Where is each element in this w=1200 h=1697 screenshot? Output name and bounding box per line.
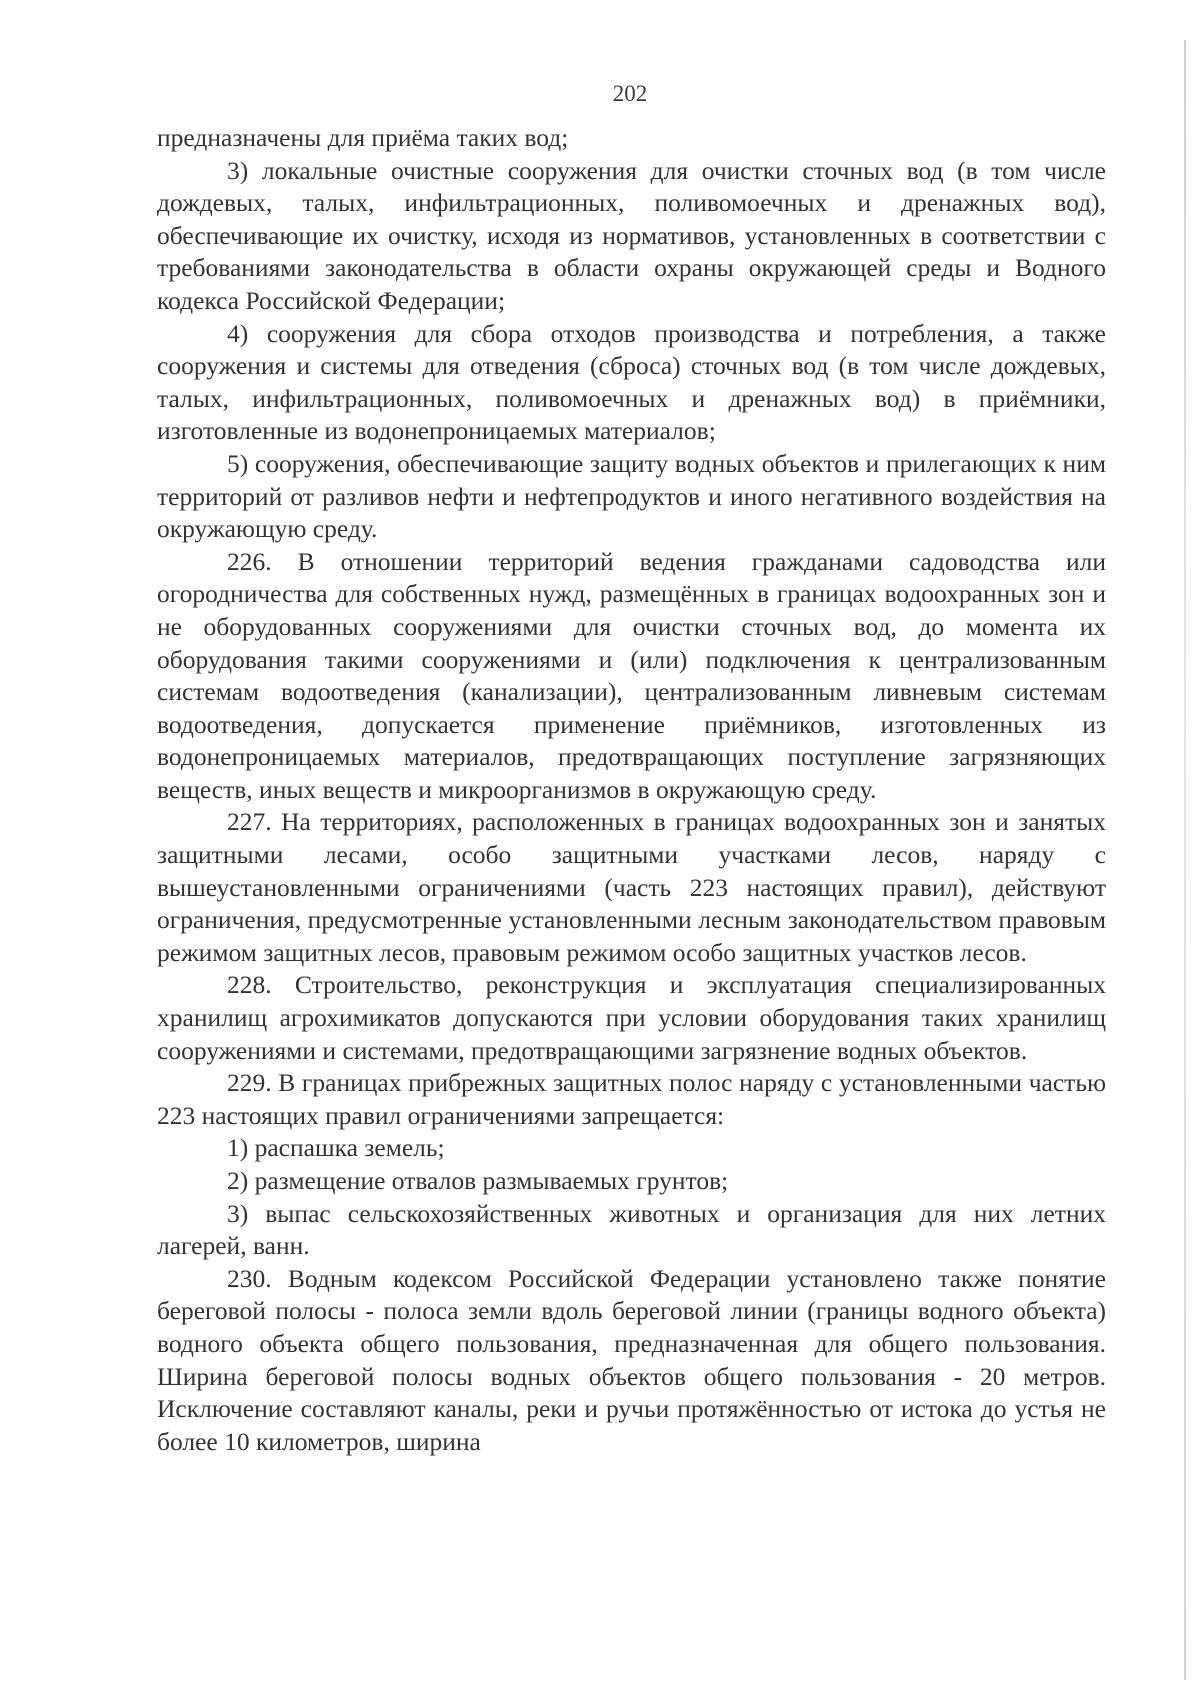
paragraph-continuation: предназначены для приёма таких вод; [157, 123, 569, 152]
list-item-2-dumps: 2) размещение отвалов размываемых грунтов; [227, 1166, 729, 1195]
list-item-3-local-treatment: 3) локальные очистные сооружения для очистки сточных вод (в том числе дождевых, талых, инфильтрационных, поливомоечных и дренажных вод), обеспечивающие их очистку, исходя из нормативов, установленных в соответствии с требованиями законодательства в области охраны окружающей среды и Водного кодекса Российской Федерации; [157, 155, 1106, 315]
list-item-4-waste-collection: 4) сооружения для сбора отходов производства и потребления, а также сооружения и системы для отведения (сброса) сточных вод (в том числе дождевых, талых, инфильтрационных, поливомоечных и дренажных вод) в приёмники, изготовленные из водонепроницаемых материалов; [157, 318, 1106, 446]
clause-227: 227. На территориях, расположенных в границах водоохранных зон и занятых защитными лесами, особо защитными участками лесов, наряду с вышеустановленными ограничениями (часть 223 настоящих правил), действуют ограничения, предусмотренные установленными лесным законодательством правовым режимом защитных лесов, правовым режимом особо защитных участков лесов. [157, 807, 1106, 967]
page-number: 202 [612, 81, 648, 106]
document-body [157, 122, 1106, 1458]
clause-226: 226. В отношении территорий ведения гражданами садоводства или огородничества для собственных нужд, размещённых в границах водоохранных зон и не оборудованных сооружениями для очистки сточных вод, до момента их оборудования такими сооружениями и (или) подключения к централизованным системам водоотведения (канализации), централизованным ливневым системам водоотведения, допускается применение приёмников, изготовленных из водонепроницаемых материалов, предотвращающих поступление загрязняющих веществ, иных веществ и микроорганизмов в окружающую среду. [157, 546, 1106, 804]
clause-230: 230. Водным кодексом Российской Федерации установлено также понятие береговой полосы - полоса земли вдоль береговой линии (границы водного объекта) водного объекта общего пользования, предназначенная для общего пользования. Ширина береговой полосы водных объектов общего пользования - 20 метров. Исключение составляют каналы, реки и ручьи протяжённостью от истока до устья не более 10 километров, ширина [157, 1263, 1106, 1456]
clause-228: 228. Строительство, реконструкция и эксплуатация специализированных хранилищ агрохимикатов допускаются при условии оборудования таких хранилищ сооружениями и системами, предотвращающими загрязнение водных объектов. [157, 970, 1106, 1065]
list-item-1-ploughing: 1) распашка земель; [227, 1133, 445, 1163]
clause-229: 229. В границах прибрежных защитных полос наряду с установленными частью 223 настоящих правил ограничениями запрещается: [157, 1068, 1106, 1130]
list-item-3-grazing: 3) выпас сельскохозяйственных животных и организация для них летних лагерей, ванн. [157, 1198, 1106, 1261]
page-edge-shadow [1184, 40, 1186, 1680]
list-item-5-protection-structures: 5) сооружения, обеспечивающие защиту водных объектов и прилегающих к ним территорий от разливов нефти и нефтепродуктов и иного негативного воздействия на окружающую среду. [157, 448, 1106, 544]
